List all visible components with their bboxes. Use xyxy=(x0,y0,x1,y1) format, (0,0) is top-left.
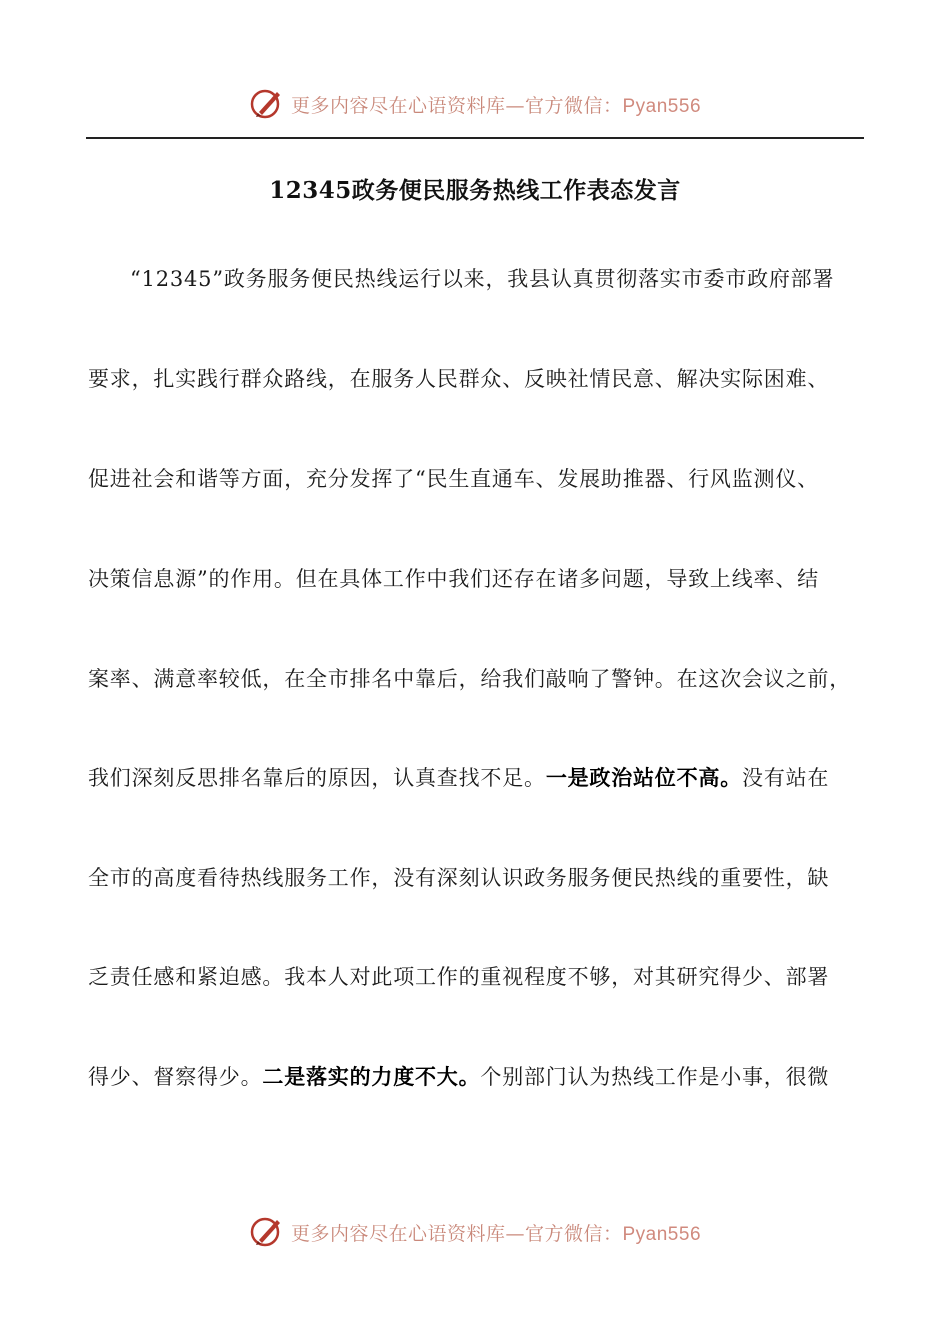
emphasis-point-two: 二是落实的力度不大。 xyxy=(262,1064,481,1089)
header-banner xyxy=(0,84,950,124)
header-wechat-id: Pyan556 xyxy=(622,95,702,117)
line-6-tail: 没有站在 xyxy=(742,766,830,790)
footer-wechat-id: Pyan556 xyxy=(622,1223,702,1245)
quill-pen-logo-icon xyxy=(249,86,285,122)
document-title: 12345政务便民服务热线工作表态发言 xyxy=(269,177,681,204)
paragraph-line-7: 全市的高度看待热线服务工作，没有深刻认识政务服务便民热线的重要性，缺 xyxy=(88,866,830,890)
paragraph-line-4: 决策信息源”的作用。但在具体工作中我们还存在诸多问题，导致上线率、结 xyxy=(88,567,819,591)
header-banner-text: 更多内容尽在心语资料库—官方微信：Pyan556 xyxy=(290,94,702,117)
header-divider xyxy=(86,137,864,139)
line-9-tail: 个别部门认为热线工作是小事，很微 xyxy=(480,1065,830,1089)
footer-banner xyxy=(0,1212,950,1252)
emphasis-point-one: 一是政治站位不高。 xyxy=(545,765,743,790)
paragraph-line-8: 乏责任感和紧迫感。我本人对此项工作的重视程度不够，对其研究得少、部署 xyxy=(88,965,830,989)
paragraph-line-6 xyxy=(88,764,829,792)
quill-pen-logo-icon xyxy=(249,1214,285,1250)
paragraph-line-1: “12345”政务服务便民热线运行以来，我县认真贯彻落实市委市政府部署 xyxy=(130,267,835,291)
line-9-text: 得少、督察得少。 xyxy=(88,1065,263,1089)
footer-banner-text: 更多内容尽在心语资料库—官方微信：Pyan556 xyxy=(290,1222,702,1245)
paragraph-line-5: 案率、满意率较低，在全市排名中靠后，给我们敲响了警钟。在这次会议之前， xyxy=(88,667,851,691)
paragraph-line-2: 要求，扎实践行群众路线，在服务人民群众、反映社情民意、解决实际困难、 xyxy=(88,367,830,391)
paragraph-line-3: 促进社会和谐等方面，充分发挥了“民生直通车、发展助推器、行风监测仪、 xyxy=(88,467,819,491)
line-6-text: 我们深刻反思排名靠后的原因，认真查找不足。 xyxy=(88,766,546,790)
paragraph-line-9 xyxy=(88,1063,829,1091)
